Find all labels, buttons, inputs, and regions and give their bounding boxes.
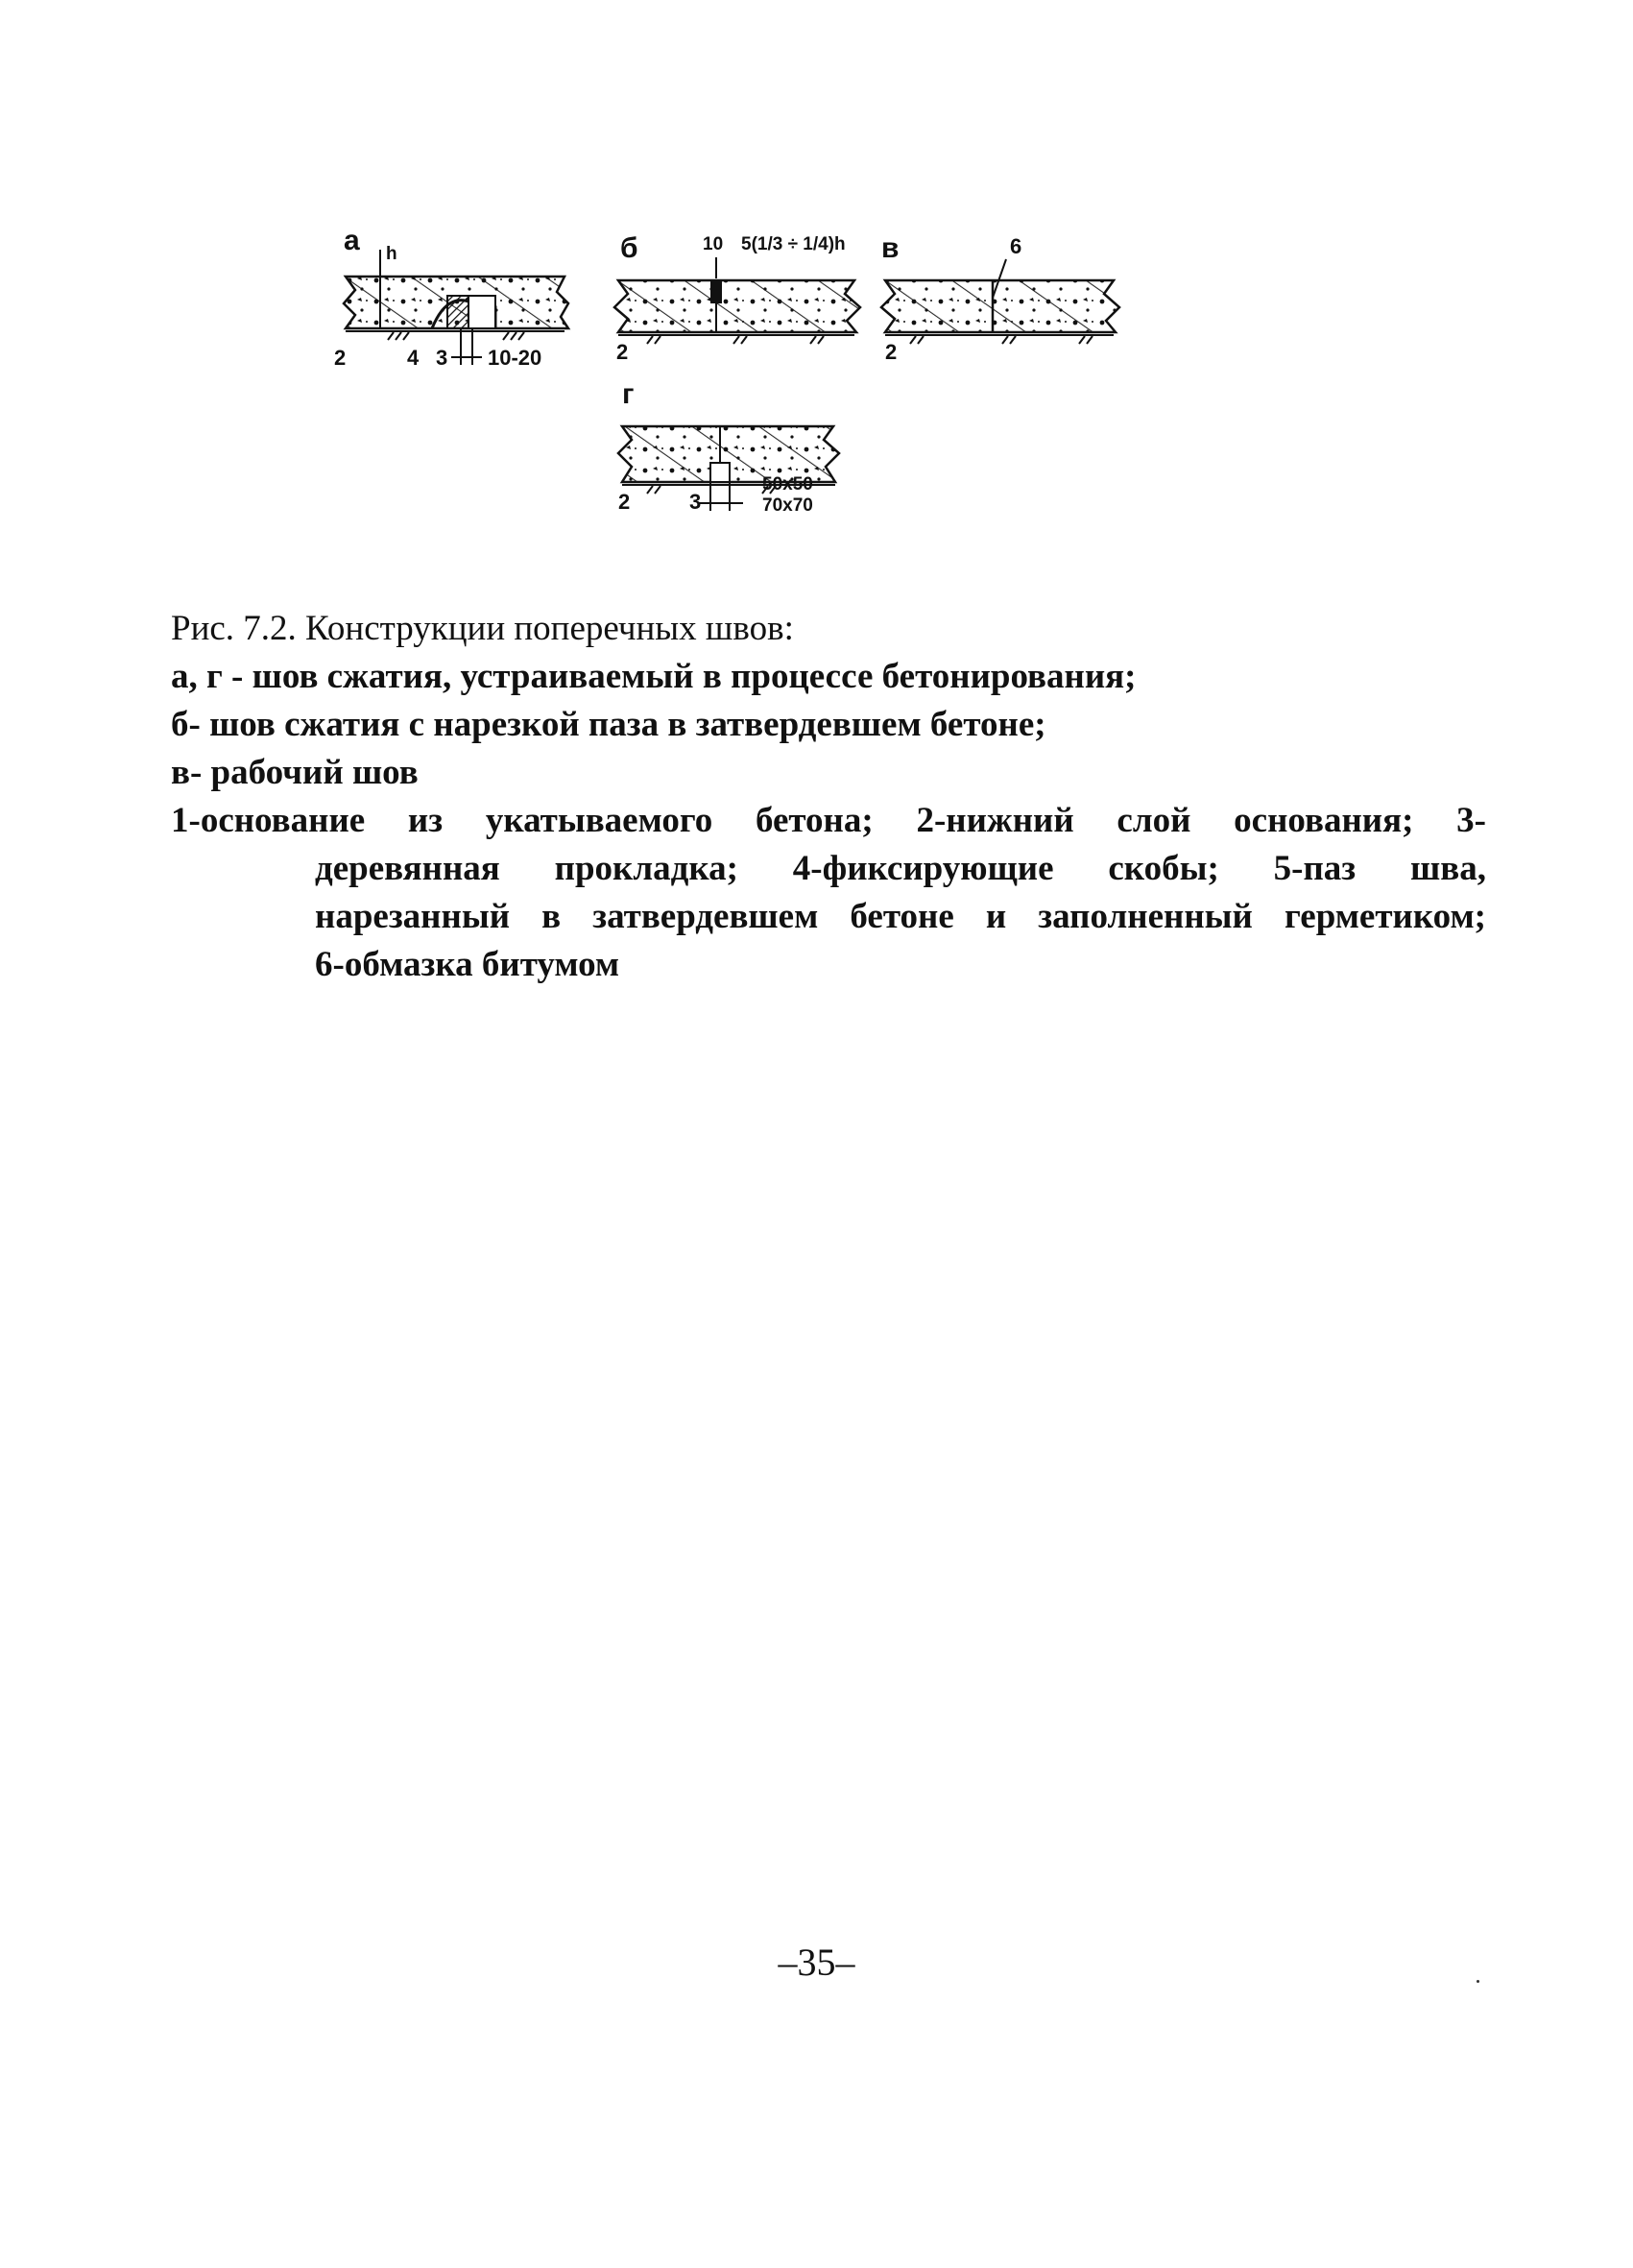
caption-legend-line-3: нарезанный в затвердевшем бетоне и заполненный герметиком; (315, 897, 1486, 936)
panel-a-dim-h: h (386, 244, 397, 264)
page-number: –35– (778, 1941, 855, 1984)
panel-b-letter: б (620, 232, 638, 264)
panel-g-label-2: 2 (618, 490, 631, 514)
joint-construction-figure (317, 211, 1162, 557)
panel-a-label-4: 4 (407, 346, 420, 370)
panel-a (334, 225, 568, 370)
panel-g (618, 378, 839, 516)
caption-title: Рис. 7.2. Конструкции поперечных швов: (171, 609, 794, 648)
panel-g-letter: г (622, 378, 635, 410)
panel-a-label-10-20: 10-20 (488, 346, 542, 370)
panel-g-label-3: 3 (689, 490, 702, 514)
panel-v-letter: в (881, 232, 900, 264)
panel-g-label-70x70: 70х70 (762, 495, 813, 516)
panel-v-marker-6: 6 (1010, 234, 1022, 258)
caption-legend-line-2: деревянная прокладка; 4-фиксирующие скобы; 5-паз шва, (315, 849, 1486, 888)
panel-v-label-2: 2 (885, 340, 898, 364)
panel-b-dim-formula: 5(1/3 ÷ 1/4)h (741, 234, 846, 254)
caption-item-b: б- шов сжатия с нарезкой паза в затвердевшем бетоне; (171, 705, 1046, 744)
panel-g-label-50x50: 50х50 (762, 474, 813, 495)
figure-caption (171, 605, 1486, 989)
panel-b (614, 232, 860, 364)
panel-a-label-3: 3 (436, 346, 448, 370)
caption-item-v: в- рабочий шов (171, 753, 419, 792)
panel-b-label-2: 2 (616, 340, 629, 364)
caption-legend-line-1: 1-основание из укатываемого бетона; 2-нижний слой основания; 3- (171, 801, 1486, 840)
panel-b-dim-10: 10 (703, 234, 724, 254)
panel-a-label-2: 2 (334, 346, 347, 370)
panel-v (881, 232, 1119, 364)
caption-legend-line-4: 6-обмазка битумом (315, 945, 620, 984)
caption-item-a-g: а, г - шов сжатия, устраиваемый в процессе бетонирования; (171, 657, 1137, 696)
scan-speck (1477, 1980, 1479, 1983)
panel-a-letter: а (344, 225, 360, 256)
